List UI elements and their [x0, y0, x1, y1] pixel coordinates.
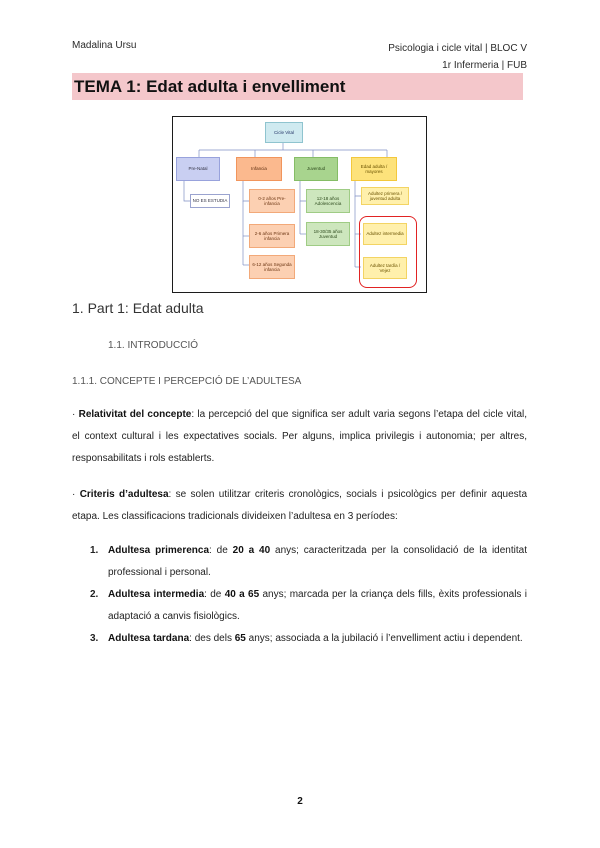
list-item	[90, 584, 527, 628]
section-subsubheading: 1.1.1. CONCEPTE I PERCEPCIÓ DE L’ADULTESA	[72, 376, 302, 387]
header-course-line2: 1r Infermeria | FUB	[442, 60, 527, 71]
list-item-range: 65	[234, 633, 246, 644]
list-item-text: anys; marcada per la criança dels fills, èxits professionals i adaptació a canvis fisiològics.	[108, 589, 527, 622]
node-adulta-item-2: Adultez intermedia	[363, 223, 407, 245]
node-juventud-item-1: 12-18 años Adolescencia	[306, 189, 350, 213]
highlight-circle	[359, 216, 417, 288]
node-juventud-item-2: 18-30/35 años Juventud	[306, 222, 350, 246]
paragraph-bullet: ·	[72, 409, 79, 420]
list-item-range: 20 a 40	[232, 545, 271, 556]
paragraph-bullet: ·	[72, 489, 80, 500]
list-item-term: Adultesa primerenca	[108, 545, 210, 556]
paragraph-relativitat	[72, 404, 527, 470]
paragraph-bold: Criteris d’adultesa	[79, 489, 169, 500]
list-item-number: 3.	[90, 633, 99, 644]
node-infancia-item-3: 6-12 años Segunda infancia	[249, 255, 295, 279]
node-juventud: Juventud	[294, 157, 338, 181]
list-item-term: Adultesa intermedia	[108, 589, 205, 600]
page-number: 2	[297, 796, 303, 807]
node-prenatal-item: NO ES ESTUDIA	[190, 194, 230, 208]
node-adulta-item-3: Adultez tardía / Vejez	[363, 257, 407, 279]
node-edad-adulta: Edad adulta / mayores	[351, 157, 397, 181]
list-item	[90, 628, 527, 650]
header-course-line1: Psicologia i cicle vital | BLOC V	[388, 43, 527, 54]
paragraph-text: : la percepció del que significa ser adult varia segons l’etapa del cicle vital, el context cultural i les expectatives socials. Per alguns, implica privilegis i autonomia; per altres, responsabilitats i rols establerts.	[72, 409, 528, 464]
header-course	[388, 40, 527, 74]
list-item-mid: : de	[204, 589, 225, 600]
list-item-mid: : des dels	[189, 633, 235, 644]
list-item	[90, 540, 527, 584]
node-adulta-item-1: Adultez primera / juventud adulta	[361, 187, 409, 205]
node-prenatal: Pre-Natal	[176, 157, 220, 181]
paragraph-text: : se solen utilitzar criteris cronològics, socials i psicològics per definir aquesta etapa. Les classificacions tradicionals divideixen l’adultesa en 3 períodes:	[72, 489, 528, 522]
node-root: Cicle Vital	[265, 122, 303, 143]
node-infancia: Infancia	[236, 157, 282, 181]
list-item-text: anys; caracteritzada per la consolidació de la identitat professional i personal.	[108, 545, 527, 578]
header-author: Madalina Ursu	[72, 40, 137, 51]
title-bar	[72, 73, 523, 100]
list-item-number: 1.	[90, 545, 99, 556]
list-item-term: Adultesa tardana	[108, 633, 190, 644]
life-cycle-diagram	[172, 116, 427, 293]
node-infancia-item-2: 2-6 años Primera infancia	[249, 224, 295, 248]
list-item-number: 2.	[90, 589, 99, 600]
paragraph-bold: Relativitat del concepte	[78, 409, 192, 420]
section-heading: 1. Part 1: Edat adulta	[72, 300, 204, 316]
list-item-mid: : de	[209, 545, 233, 556]
adulthood-periods-list	[90, 540, 527, 650]
list-item-range: 40 a 65	[224, 589, 260, 600]
page-title: TEMA 1: Edat adulta i envelliment	[74, 77, 346, 96]
paragraph-criteris	[72, 484, 527, 528]
section-subheading: 1.1. INTRODUCCIÓ	[108, 340, 199, 351]
node-infancia-item-1: 0-2 años Pre-infancia	[249, 189, 295, 213]
list-item-text: anys; associada a la jubilació i l’envelliment actiu i dependent.	[245, 633, 523, 644]
